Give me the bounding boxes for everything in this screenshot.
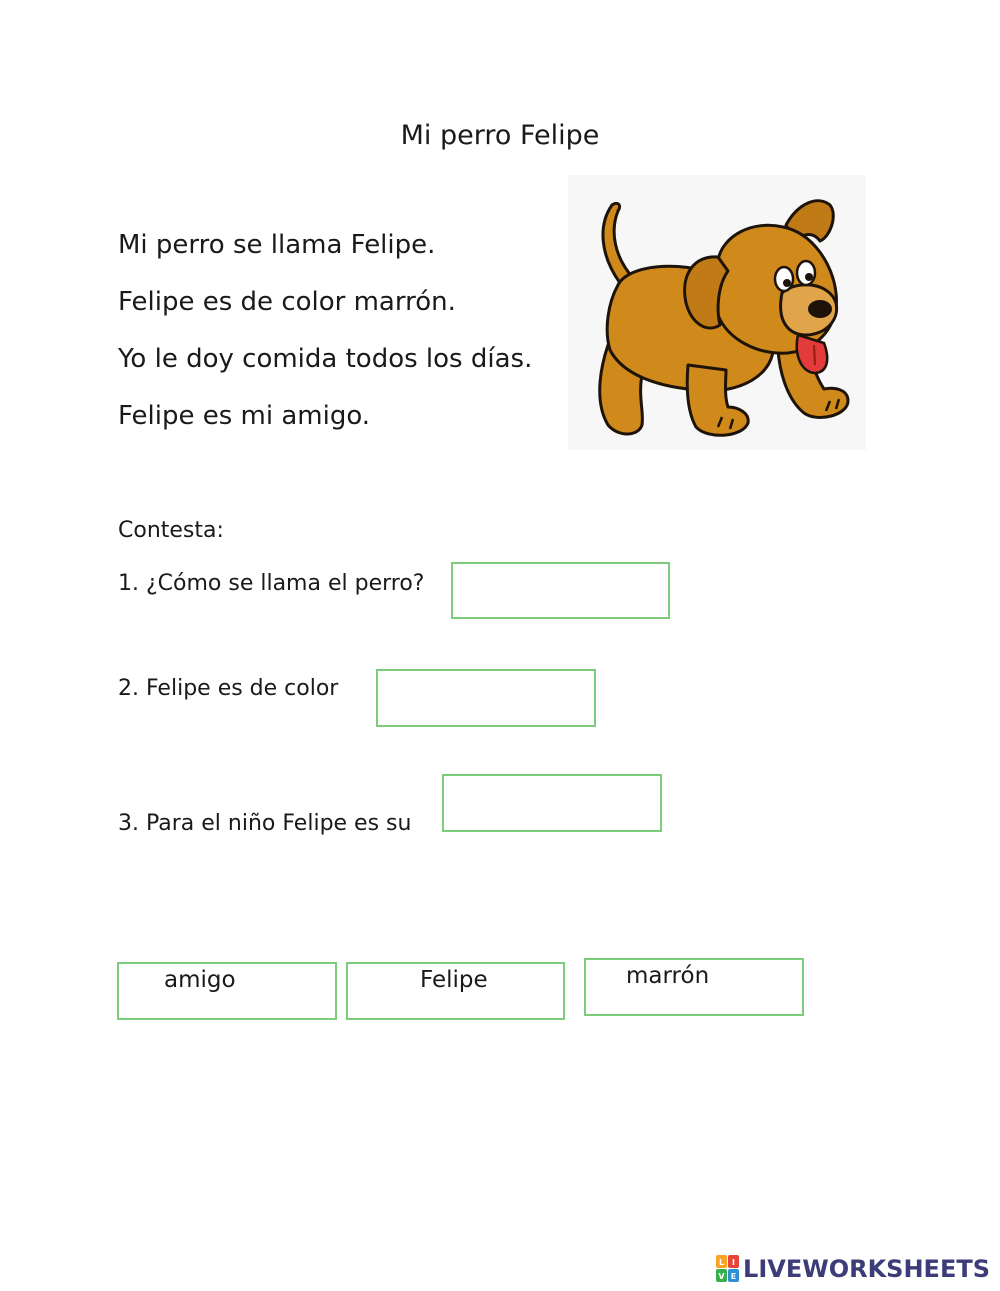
story-line-4: Felipe es mi amigo. [118, 401, 371, 431]
answer-box-2[interactable] [376, 669, 596, 727]
question-3-text: 3. Para el niño Felipe es su [118, 811, 412, 836]
question-1-text: 1. ¿Cómo se llama el perro? [118, 571, 425, 596]
story-line-1: Mi perro se llama Felipe. [118, 230, 436, 260]
word-tile-amigo-label: amigo [164, 967, 236, 993]
word-tile-amigo[interactable] [117, 962, 337, 1020]
story-line-2: Felipe es de color marrón. [118, 287, 456, 317]
liveworksheets-brand [716, 1253, 990, 1285]
svg-text:L: L [718, 1258, 725, 1267]
question-2-text: 2. Felipe es de color [118, 676, 339, 701]
dog-icon [568, 175, 866, 450]
svg-text:I: I [732, 1258, 736, 1267]
answer-box-3[interactable] [442, 774, 662, 832]
word-tile-felipe[interactable] [346, 962, 565, 1020]
liveworksheets-logo-icon [716, 1255, 740, 1283]
svg-text:V: V [718, 1272, 725, 1281]
word-tile-felipe-label: Felipe [420, 967, 488, 993]
word-tile-marron[interactable] [584, 958, 804, 1016]
instructions-label: Contesta: [118, 518, 224, 543]
brand-name: LIVEWORKSHEETS [743, 1255, 990, 1283]
svg-text:E: E [730, 1272, 737, 1281]
word-tile-marron-label: marrón [626, 963, 710, 989]
story-line-3: Yo le doy comida todos los días. [118, 344, 533, 374]
dog-illustration [568, 175, 866, 450]
answer-box-1[interactable] [451, 562, 670, 619]
page-title: Mi perro Felipe [400, 120, 600, 151]
